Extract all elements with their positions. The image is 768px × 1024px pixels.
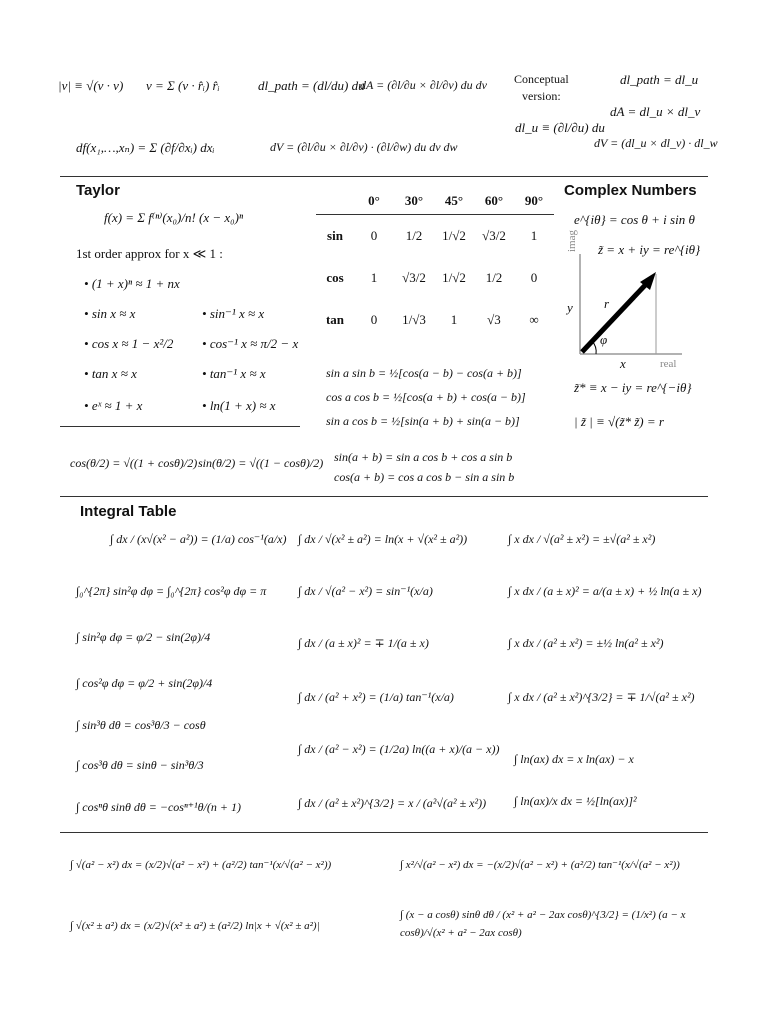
complex-title: Complex Numbers [564, 182, 697, 199]
approx-cos: • cos x ≈ 1 − x²/2 [84, 336, 174, 351]
trig-cell: 1/√3 [402, 312, 426, 327]
approx-sin: • sin x ≈ x [84, 306, 136, 321]
approx-arctan: • tan⁻¹ x ≈ x [202, 366, 266, 381]
x-label: x [620, 356, 626, 371]
integral-col2-2: ∫ dx / (a ± x)² = ∓ 1/(a ± x) [298, 636, 429, 650]
divider-bottom [60, 832, 708, 833]
approx-binomial: • (1 + x)ⁿ ≈ 1 + nx [84, 276, 180, 291]
trig-cell: 1 [530, 228, 538, 243]
integral-col2-3: ∫ dx / (a² + x²) = (1/a) tan⁻¹(x/a) [298, 690, 454, 704]
integral-col2-5: ∫ dx / (a² ± x²)^{3/2} = x / (a²√(a² ± x²)) [298, 796, 487, 810]
trig-header: 0° [354, 188, 394, 215]
trig-cell: √3/2 [482, 228, 506, 243]
vector-decomposition: v = Σ (v · r̂ᵢ) r̂ᵢ [146, 78, 220, 93]
conceptual-title: Conceptual [514, 72, 569, 86]
conceptual-dlu: dl_u ≡ (∂l/∂u) du [515, 120, 605, 135]
trig-cell: 0 [370, 228, 378, 243]
trig-row-label: cos [326, 270, 344, 285]
trig-cell: 1 [450, 312, 458, 327]
complex-z: z̃ = x + iy = re^{iθ} [598, 242, 701, 257]
integral-col3-4: ∫ ln(ax) dx = x ln(ax) − x [514, 752, 634, 766]
integral-col1-1: ∫₀^{2π} sin²φ dφ = ∫₀^{2π} cos²φ dφ = π [76, 584, 267, 598]
trig-cell: √3 [487, 312, 501, 327]
divider-taylor [60, 426, 300, 427]
conceptual-dA: dA = dl_u × dl_v [610, 104, 701, 119]
integral-col2-1: ∫ dx / √(a² − x²) = sin⁻¹(x/a) [298, 584, 433, 598]
volume-element: dV = (∂l/∂u × ∂l/∂v) · (∂l/∂w) du dv dw [270, 140, 458, 154]
total-differential: df(x₁,…,xₙ) = Σ (∂f/∂xᵢ) dxᵢ [76, 140, 215, 155]
approx-arcsin: • sin⁻¹ x ≈ x [202, 306, 265, 321]
integral-bottom-1: ∫ x²/√(a² − x²) dx = −(x/2)√(a² − x²) + (a²/2) tan⁻¹(x/√(a² − x²)) [400, 859, 680, 871]
divider-top [60, 176, 708, 177]
divider-integrals [60, 496, 708, 497]
identity-cos-sum: cos(a + b) = cos a cos b − sin a sin b [334, 470, 515, 484]
approx-ln: • ln(1 + x) ≈ x [202, 398, 276, 413]
trig-cell: 1/√2 [442, 228, 466, 243]
approx-tan: • tan x ≈ x [84, 366, 137, 381]
approx-exp: • eˣ ≈ 1 + x [84, 398, 143, 413]
integral-col3-5: ∫ ln(ax)/x dx = ½[ln(ax)]² [514, 794, 637, 808]
identity-sin-cos: sin a cos b = ½[sin(a + b) + sin(a − b)] [326, 414, 520, 428]
integral-col1-6: ∫ cosⁿθ sinθ dθ = −cosⁿ⁺¹θ/(n + 1) [76, 800, 241, 814]
approx-arccos: • cos⁻¹ x ≈ π/2 − x [202, 336, 299, 351]
trig-row-label: sin [327, 228, 343, 243]
integral-bottom-2: ∫ √(x² ± a²) dx = (x/2)√(x² ± a²) ± (a²/2) ln|x + √(x² ± a²)| [70, 920, 320, 932]
r-label: r [604, 296, 610, 311]
trig-cell: √3/2 [402, 270, 426, 285]
identity-cos-cos: cos a cos b = ½[cos(a + b) + cos(a − b)] [326, 390, 526, 404]
trig-table [316, 188, 554, 341]
integral-col1-4: ∫ sin³θ dθ = cos³θ/3 − cosθ [76, 718, 206, 732]
integral-title: Integral Table [80, 503, 177, 520]
taylor-formula: f(x) = Σ f⁽ⁿ⁾(x₀)/n! (x − x₀)ⁿ [104, 210, 244, 225]
trig-cell: 1/2 [405, 228, 423, 243]
trig-header: 60° [474, 188, 514, 215]
complex-conjugate: z̃* ≡ x − iy = re^{−iθ} [574, 380, 692, 395]
half-angle-sin: sin(θ/2) = √((1 − cosθ)/2) [198, 456, 324, 470]
integral-bottom-0: ∫ √(a² − x²) dx = (x/2)√(a² − x²) + (a²/2) tan⁻¹(x/√(a² − x²)) [70, 859, 332, 871]
trig-cell: 0 [530, 270, 538, 285]
integral-col2-0: ∫ dx / √(x² ± a²) = ln(x + √(x² ± a²)) [298, 532, 468, 546]
identity-sin-sum: sin(a + b) = sin a cos b + cos a sin b [334, 450, 513, 464]
taylor-title: Taylor [76, 182, 120, 199]
conceptual-sub: version: [522, 89, 561, 103]
trig-cell: 0 [370, 312, 378, 327]
integral-col3-0: ∫ x dx / √(a² ± x²) = ±√(a² ± x²) [508, 532, 656, 546]
complex-plane-diagram [556, 244, 696, 374]
integral-col2-4: ∫ dx / (a² − x²) = (1/2a) ln((a + x)/(a − x)) [298, 742, 500, 756]
integral-col3-3: ∫ x dx / (a² ± x²)^{3/2} = ∓ 1/√(a² ± x²) [508, 690, 695, 704]
first-order-label: 1st order approx for x ≪ 1 : [76, 246, 223, 261]
vector-magnitude: |v| ≡ √(v · v) [58, 78, 124, 93]
imag-label: imag [566, 230, 578, 252]
integral-col3-2: ∫ x dx / (a² ± x²) = ±½ ln(a² ± x²) [508, 636, 664, 650]
euler-formula: e^{iθ} = cos θ + i sin θ [574, 212, 695, 227]
real-label: real [660, 358, 677, 370]
trig-header: 45° [434, 188, 474, 215]
phi-label: φ [600, 332, 608, 347]
trig-row-label: tan [325, 312, 345, 327]
integral-bottom-3: ∫ (x − a cosθ) sinθ dθ / (x² + a² − 2ax cosθ)^{3/2} = (1/x²) (a − x cosθ)/√(x² + a² − 2ax cosθ) [400, 909, 686, 939]
trig-cell: 1/2 [485, 270, 503, 285]
area-element: dA = (∂l/∂u × ∂l/∂v) du dv [360, 78, 488, 92]
trig-cell: 1/√2 [442, 270, 466, 285]
conceptual-dlpath: dl_path = dl_u [620, 72, 699, 87]
integral-col3-1: ∫ x dx / (a ± x)² = a/(a ± x) + ½ ln(a ± x) [508, 584, 702, 598]
integral-col1-3: ∫ cos²φ dφ = φ/2 + sin(2φ)/4 [76, 676, 213, 690]
y-label: y [567, 300, 573, 315]
trig-cell: ∞ [529, 312, 539, 327]
integral-col1-0: ∫ dx / (x√(x² − a²)) = (1/a) cos⁻¹(a/x) [110, 532, 287, 546]
integral-col1-5: ∫ cos³θ dθ = sinθ − sin³θ/3 [76, 758, 204, 772]
trig-header: 90° [514, 188, 554, 215]
conceptual-dV: dV = (dl_u × dl_v) · dl_w [594, 136, 718, 150]
half-angle-cos: cos(θ/2) = √((1 + cosθ)/2) [70, 456, 198, 470]
complex-modulus: | z̃ | ≡ √(z̃* z̃) = r [574, 414, 664, 429]
trig-cell: 1 [370, 270, 378, 285]
identity-sin-sin: sin a sin b = ½[cos(a − b) − cos(a + b)] [326, 366, 522, 380]
trig-header: 30° [394, 188, 434, 215]
path-element: dl_path = (dl/du) du [258, 78, 365, 93]
integral-col1-2: ∫ sin²φ dφ = φ/2 − sin(2φ)/4 [76, 630, 211, 644]
